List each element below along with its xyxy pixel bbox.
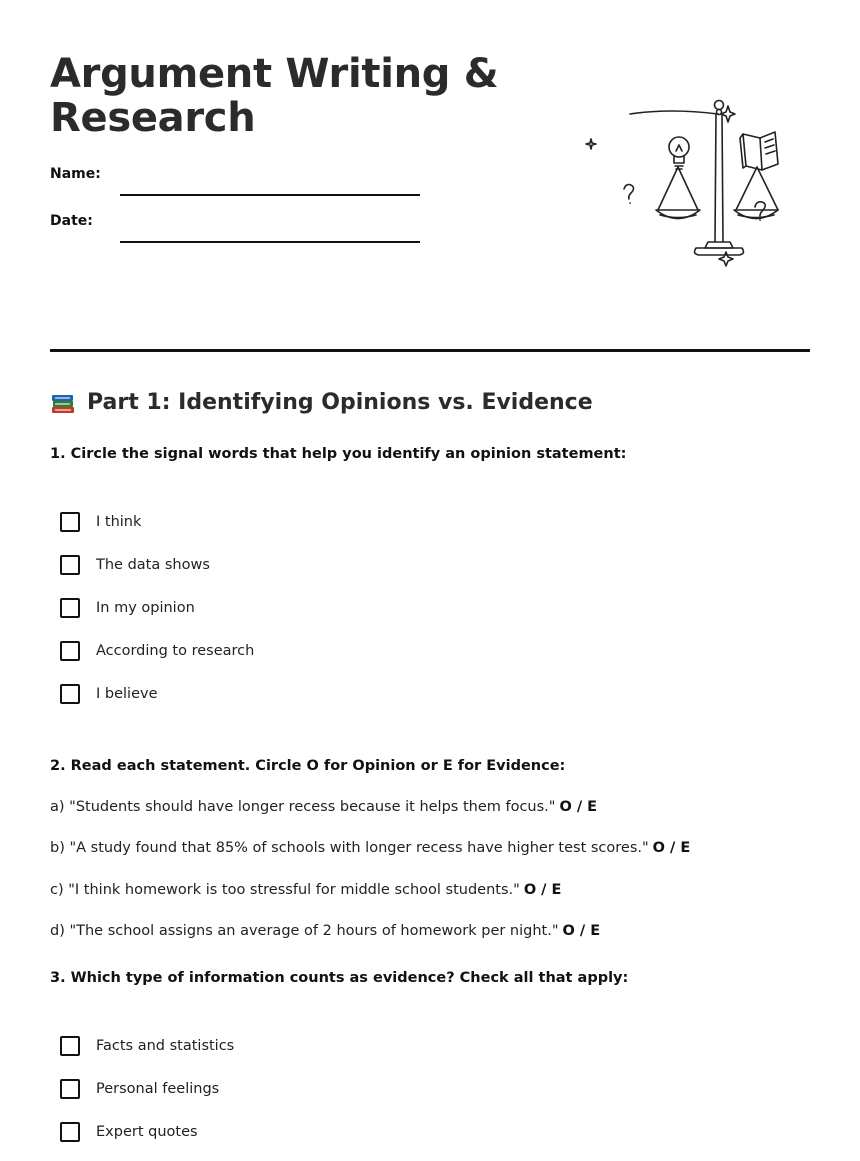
books-icon [50,390,76,416]
statement-c [50,882,561,898]
sparkle-icon [719,252,733,266]
list-item[interactable] [60,629,254,672]
checkbox[interactable] [60,598,80,618]
statement-text: d) "The school assigns an average of 2 hours of homework per night." [50,923,559,939]
question-mark-icon [624,185,634,204]
statement-text: a) "Students should have longer recess because it helps them focus." [50,799,556,815]
list-item[interactable] [60,500,254,543]
date-field-row [50,213,430,243]
list-item[interactable] [60,1067,234,1110]
date-field[interactable] [120,227,420,243]
list-item[interactable] [60,1110,234,1153]
list-item[interactable] [60,1024,234,1067]
option-label: Personal feelings [96,1080,220,1097]
opinion-evidence-choice[interactable]: O / E [652,840,691,856]
question-1-prompt: 1. Circle the signal words that help you identify an opinion statement: [50,446,627,462]
checkbox[interactable] [60,512,80,532]
checkbox[interactable] [60,684,80,704]
option-label: I think [96,513,142,530]
checkbox[interactable] [60,1079,80,1099]
sparkle-icon [721,106,735,122]
statement-b [50,840,690,856]
part1-heading [50,388,593,418]
option-label: Facts and statistics [96,1037,235,1054]
book-icon [740,132,778,170]
lightbulb-icon [669,137,689,169]
list-item[interactable] [60,543,254,586]
balance-scale-icon [570,92,780,277]
checkbox[interactable] [60,641,80,661]
opinion-evidence-choice[interactable]: O / E [559,799,598,815]
option-label: In my opinion [96,599,195,616]
date-label: Date: [50,213,93,229]
name-label: Name: [50,166,101,182]
opinion-evidence-choice[interactable]: O / E [562,923,601,939]
question-3-prompt: 3. Which type of information counts as evidence? Check all that apply: [50,970,629,986]
option-label: The data shows [96,556,210,573]
sparkle-icon [586,139,596,149]
question-2-prompt: 2. Read each statement. Circle O for Opinion or E for Evidence: [50,758,566,774]
name-field[interactable] [120,180,420,196]
checkbox[interactable] [60,1122,80,1142]
worksheet-page [50,0,810,1161]
part1-heading-text: Part 1: Identifying Opinions vs. Evidence [87,390,593,415]
question-1-options [60,500,254,715]
question-3-options [60,1024,234,1153]
option-label: Expert quotes [96,1123,198,1140]
statement-a [50,799,597,815]
statement-text: c) "I think homework is too stressful for middle school students." [50,882,520,898]
list-item[interactable] [60,672,254,715]
checkbox[interactable] [60,1036,80,1056]
list-item[interactable] [60,586,254,629]
checkbox[interactable] [60,555,80,575]
statement-d [50,923,600,939]
opinion-evidence-choice[interactable]: O / E [523,882,562,898]
section-divider [50,349,810,352]
name-field-row [50,166,430,196]
option-label: According to research [96,642,255,659]
option-label: I believe [96,685,158,702]
worksheet-title: Argument Writing & Research [50,51,499,141]
statement-text: b) "A study found that 85% of schools with longer recess have higher test scores." [50,840,649,856]
